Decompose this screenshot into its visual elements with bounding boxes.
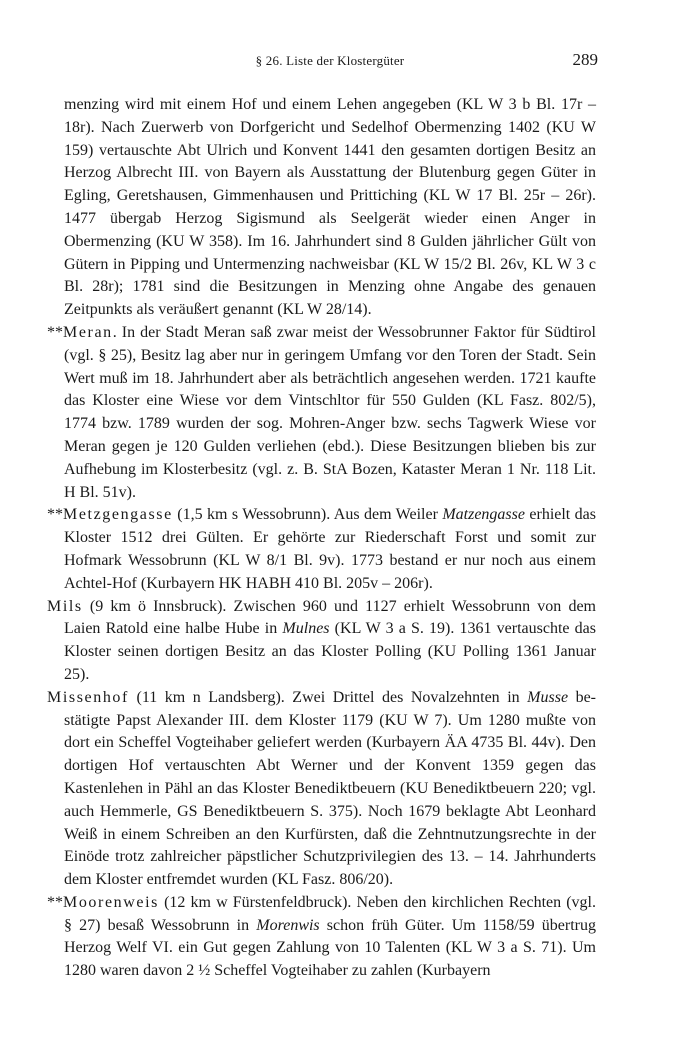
entry-text: (KL W 3 a S. 19). 1361 vertauschte das Kloster seinen dortigen Besitz an das Kloster Polling (KU Polling 1361 Januar 25). [64, 620, 597, 683]
entry-text: . In der Stadt Meran saß zwar meist der Wessobrunner Faktor für Südtirol (vgl. § 25), Besitz lag aber nur in geringem Umfang vor den Toren der Stadt. Sein Wert muß im 18. Jahrhundert aber als beträchtlich angesehen werden. 1721 kaufte das Kloster eine Wiese vor dem Vintschltor für 550 Gulden (KL Fasz. 802/5), 1774 bzw. 1789 wurden der sog. Mohren-Anger bzw. sechs Tagwerk Wiese vor Meran gegen je 120 Gulden verliehen (ebd.). Diese Besitzungen blieben bis zur Aufhebung im Klosterbesitz (vgl. z. B. StA Bozen, Kataster Meran 1 Nr. 118 Lit. H Bl. 51v). [64, 323, 596, 501]
entry-text: (12 km w Fürstenfeldbruck). Neben den kirchlichen Rechten (vgl. § 27) besaß Wessobrunn in [64, 893, 596, 934]
running-header [62, 50, 598, 74]
entry-text: (11 km n Landsberg). Zwei Drittel des Novalzehnten in [128, 688, 528, 706]
entry-meran [47, 322, 596, 504]
entry-marker: ** [47, 893, 63, 911]
entry-moorenweis [47, 892, 596, 983]
historic-place-name: Mulnes [282, 620, 330, 638]
page-number: 289 [572, 50, 598, 69]
entry-text: bestätigte Papst Alexander III. dem Kloster 1179 (KU W 7). Um 1280 mußte von dort ein Scheffel Vogteihaber geliefert werden (Kurbayern ÄA 4735 Bl. 44v). Den dortigen Hof vertauschten Abt Werner und der Konvent 1359 gegen das Kastenlehen in Pähl an das Kloster Benediktbeuern (KU Benediktbeuern 220; vgl. auch Hemmerle, GS Benediktbeuern S. 375). Noch 1679 beklagte Abt Leonhard Weiß in einem Schreiben an den Kurfürsten, daß die Zehntnutzungsrechte in der Einöde trotz zahlreicher päpstlicher Schutzprivilegien des 13. – 14. Jahrhunderts dem Kloster entfremdet wurden (KL Fasz. 806/20). [64, 688, 596, 889]
historic-place-name: Morenwis [256, 916, 320, 934]
entry-marker: ** [47, 323, 63, 341]
entry-head-metzgengasse: Metzgengasse [63, 506, 173, 524]
entry-text: (1,5 km s Wessobrunn). Aus dem Weiler [172, 506, 443, 524]
entry-head-meran: Meran [63, 323, 113, 341]
entry-marker: ** [47, 506, 63, 524]
historic-place-name: Musse [527, 688, 569, 706]
paragraph-menzing-continued: menzing wird mit einem Hof und einem Lehen angegeben (KL W 3 b Bl. 17r – 18r). Nach Zuerwerb von Dorfgericht und Sedelhof Obermenzing 1402 (KU W 159) vertauschte Abt Ulrich und Konvent 1441 den gesamten dortigen Besitz an Herzog Albrecht III. von Bayern als Ausstattung der Blutenburg gegen Güter in Egling, Geretshausen, Gimmenhausen und Prittiching (KL W 17 Bl. 25r – 26r). 1477 übergab Herzog Sigismund als Seelgerät wieder einen Anger in Obermenzing (KU W 358). Im 16. Jahrhundert sind 8 Gulden jährlicher Gült von Gütern in Pipping und Untermenzing nachweisbar (KL W 15/2 Bl. 26v, KL W 3 c Bl. 28r); 1781 sind die Besitzungen in Menzing ohne Angabe des genauen Zeitpunkts als veräußert genannt (KL W 28/14). [64, 96, 596, 319]
entry-metzgengasse [47, 504, 596, 595]
running-title: § 26. Liste der Klostergüter [255, 53, 405, 68]
entry-text: (9 km ö Innsbruck). Zwischen 960 und 1127 erhielt Wessobrunn von dem Laien Ratold eine halbe Hube in [64, 597, 596, 638]
entry-mils [47, 596, 597, 687]
entry-head-mils: Mils [47, 597, 83, 615]
historic-place-name: Matzengasse [442, 506, 525, 524]
entry-head-missenhof: Missenhof [47, 688, 129, 706]
entry-head-moorenweis: Moorenweis [63, 893, 159, 911]
entry-missenhof [47, 687, 596, 892]
entry-text: erhielt das Kloster 1512 drei Gülten. Er gehörte zur Riederschaft Forst und somit zur Hofmark Wessobrunn (KL W 8/1 Bl. 9v). 1773 bestand er nur noch aus einem Achtel-Hof (Kurbayern HK HABH 410 Bl. 205v – 206r). [64, 506, 596, 592]
body-text [47, 94, 597, 983]
entry-text: schon früh Güter. Um 1158/59 übertrug Herzog Welf VI. ein Gut gegen Zahlung von 10 Talenten (KL W 3 a S. 71). Um 1280 waren davon 2 ½ Scheffel Vogteihaber zu zahlen (Kurbayern [64, 916, 596, 980]
